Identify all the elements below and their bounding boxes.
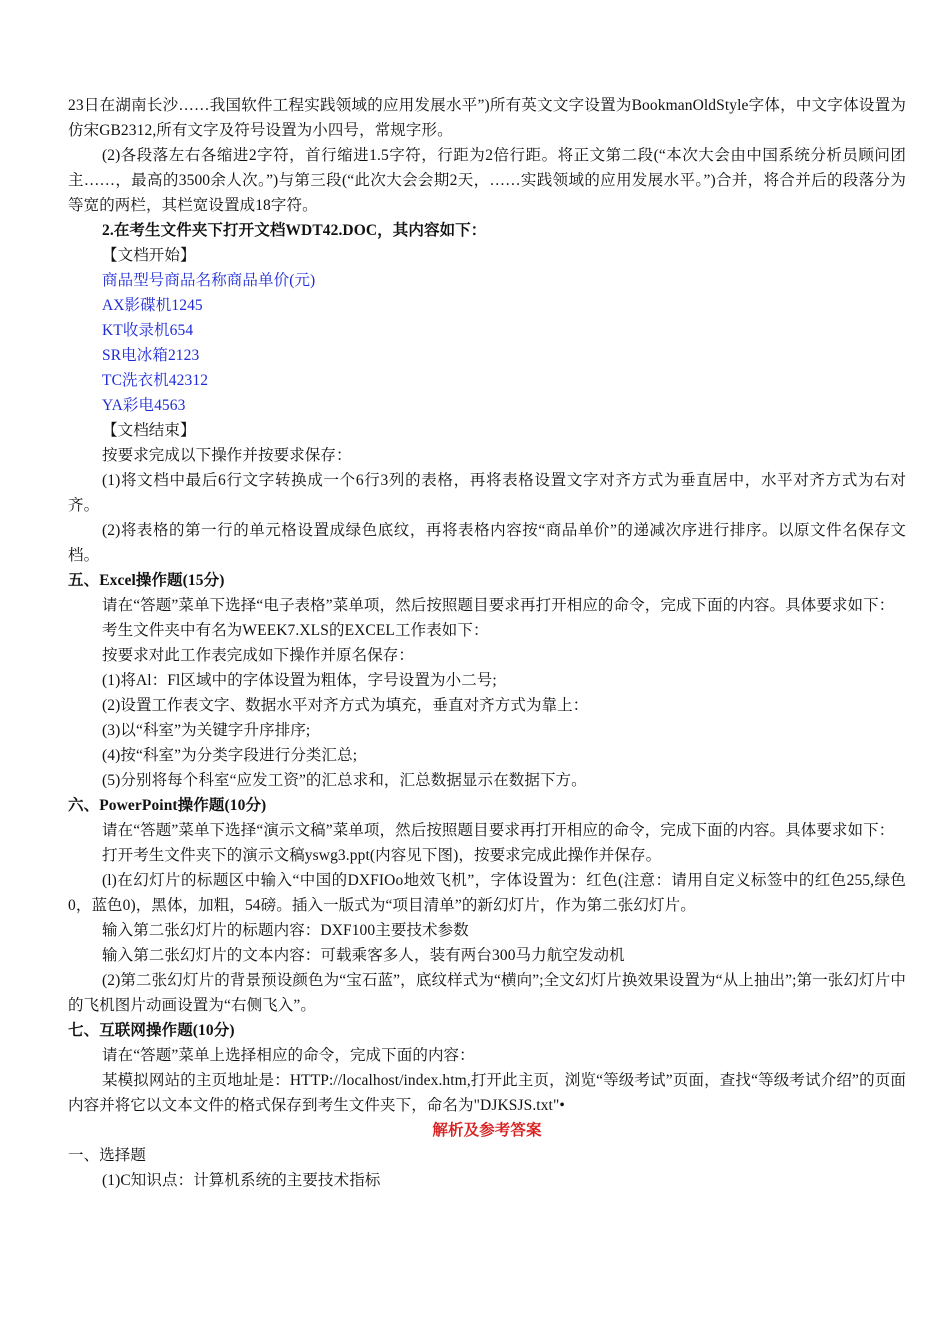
section-7-heading: 七、互联网操作题(10分) (68, 1022, 235, 1039)
section-5-intro: 请在“答题”菜单下选择“电子表格”菜单项，然后按照题目要求再打开相应的命令，完成下面的内容。具体要求如下： (102, 597, 895, 614)
requirement-2: (2)将表格的第一行的单元格设置成绿色底纹，再将表格内容按“商品单价”的递减次序进行排序。以原文件名保存文档。 (68, 522, 906, 564)
section-6-heading: 六、PowerPoint操作题(10分) (68, 797, 267, 814)
section-6-step-title: 输入第二张幻灯片的标题内容：DXF100主要技术参数 (102, 922, 469, 939)
requirement-1: (1)将文档中最后6行文字转换成一个6行3列的表格，再将表格设置文字对齐方式为垂直居中，水平对齐方式为右对齐。 (68, 472, 906, 514)
section-5-item: (1)将Al：Fl区域中的字体设置为粗体，字号设置为小二号; (102, 672, 497, 689)
doc-line: 商品型号商品名称商品单价(元) (102, 272, 316, 289)
section-6-intro: 请在“答题”菜单下选择“演示文稿”菜单项，然后按照题目要求再打开相应的命令，完成下面的内容。具体要求如下： (102, 822, 895, 839)
section-5-item: (4)按“科室”为分类字段进行分类汇总; (102, 747, 358, 764)
paragraph-continued: 23日在湖南长沙……我国软件工程实践领域的应用发展水平”)所有英文文字设置为BookmanOldStyle字体，中文字体设置为仿宋GB2312,所有文字及符号设置为小四号，常规字形。 (68, 97, 906, 139)
document-body (68, 93, 906, 1193)
doc-start-marker: 【文档开始】 (102, 247, 196, 264)
doc-line: TC洗衣机42312 (102, 372, 209, 389)
section-6-step-1: (l)在幻灯片的标题区中输入“中国的DXFIOo地效飞机”，字体设置为：红色(注意：请用自定义标签中的红色255,绿色0，蓝色0)，黑体，加粗，54磅。插入一版式为“项目清单”的新幻灯片，作为第二张幻灯片。 (68, 872, 906, 914)
section-5-item: (3)以“科室”为关键字升序排序; (102, 722, 311, 739)
requirement-intro: 按要求完成以下操作并按要求保存： (102, 447, 352, 464)
section-5-file: 考生文件夹中有名为WEEK7.XLS的EXCEL工作表如下： (102, 622, 489, 639)
section-7-body: 某模拟网站的主页地址是：HTTP://localhost/index.htm,打开此主页，浏览“等级考试”页面，查找“等级考试介绍”的页面内容并将它以文本文件的格式保存到考生文件夹下，命名为"DJKSJS.txt"• (68, 1072, 906, 1114)
answer-item-1: (1)C知识点：计算机系统的主要技术指标 (102, 1172, 381, 1189)
doc-line: KT收录机654 (102, 322, 194, 339)
answer-heading: 解析及参考答案 (432, 1122, 542, 1139)
section-5-requirement: 按要求对此工作表完成如下操作并原名保存： (102, 647, 415, 664)
section-6-step-text: 输入第二张幻灯片的文本内容：可载乘客多人，装有两台300马力航空发动机 (102, 947, 625, 964)
answer-section-heading: 一、选择题 (68, 1147, 147, 1164)
doc-line: AX影碟机1245 (102, 297, 203, 314)
section-5-heading: 五、Excel操作题(15分) (68, 572, 225, 589)
paragraph-indent-requirement: (2)各段落左右各缩进2字符，首行缩进1.5字符，行距为2倍行距。将正文第二段(“本次大会由中国系统分析员顾问团主……，最高的3500余人次。”)与第三段(“此次大会会期2天，……实践领域的应用发展水平。”)合并，将合并后的段落分为等宽的两栏，其栏宽设置成18字符。 (68, 147, 906, 214)
section-5-item: (5)分别将每个科室“应发工资”的汇总求和，汇总数据显示在数据下方。 (102, 772, 587, 789)
doc-line: SR电冰箱2123 (102, 347, 200, 364)
section-6-step-2: (2)第二张幻灯片的背景预设颜色为“宝石蓝”，底纹样式为“横向”;全文幻灯片换效果设置为“从上抽出”;第一张幻灯片中的飞机图片动画设置为“右侧飞入”。 (68, 972, 906, 1014)
section-7-intro: 请在“答题”菜单上选择相应的命令，完成下面的内容： (102, 1047, 475, 1064)
doc-line: YA彩电4563 (102, 397, 186, 414)
question-2-heading: 2.在考生文件夹下打开文档WDT42.DOC，其内容如下： (102, 222, 487, 239)
section-5-item: (2)设置工作表文字、数据水平对齐方式为填充，垂直对齐方式为靠上： (102, 697, 589, 714)
section-6-open: 打开考生文件夹下的演示文稿yswg3.ppt(内容见下图)，按要求完成此操作并保存。 (102, 847, 662, 864)
doc-end-marker: 【文档结束】 (102, 422, 196, 439)
